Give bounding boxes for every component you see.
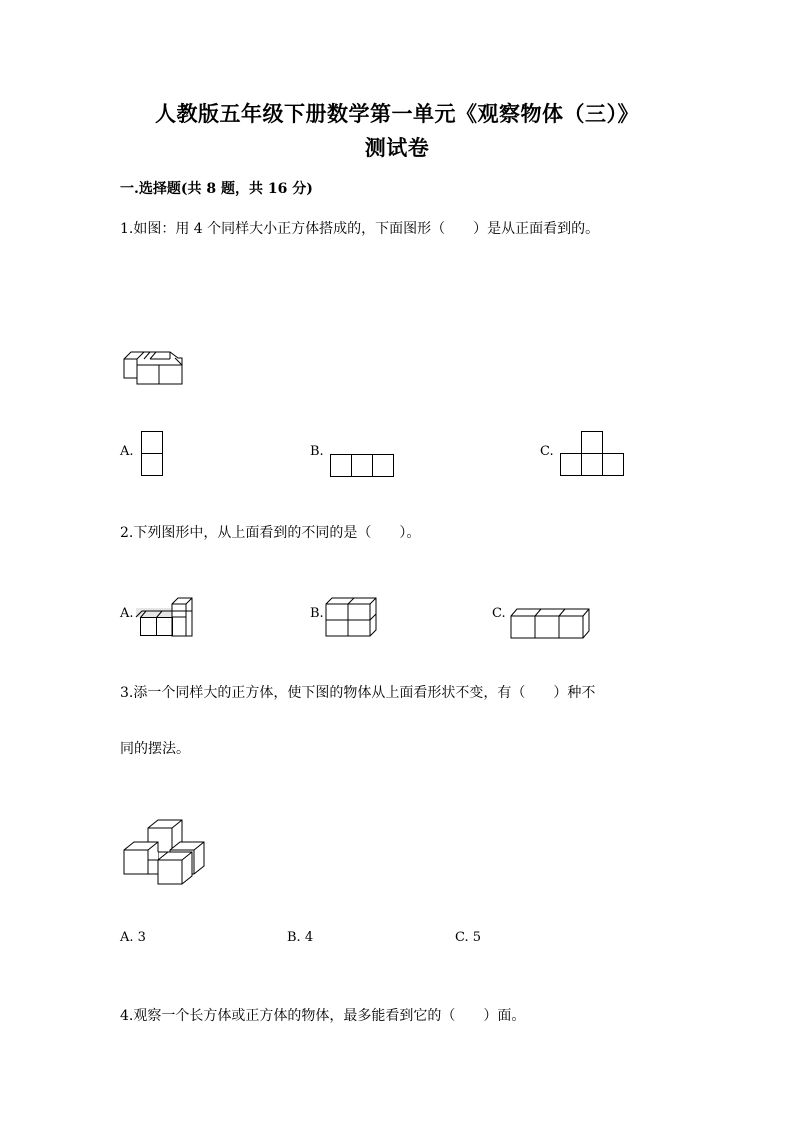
q2-option-a-label[interactable]: A. (120, 606, 134, 621)
q2-option-b-figure (326, 598, 378, 638)
q1-option-c-figure (560, 431, 624, 477)
question-2-text: 2.下列图形中，从上面看到的不同的是（ ）。 (120, 525, 421, 541)
page-title: 人教版五年级下册数学第一单元《观察物体（三）》 (155, 101, 639, 126)
q3-option-b[interactable]: B. 4 (287, 930, 314, 945)
question-3-text-line2: 同的摆法。 (120, 741, 190, 757)
question-3-text-line1: 3.添一个同样大的正方体，使下图的物体从上面看形状不变，有（ ）种不 (120, 685, 596, 701)
q2-option-a-figure (136, 598, 194, 638)
q1-option-a-figure (141, 431, 163, 477)
page-subtitle: 测试卷 (364, 135, 430, 160)
q3-figure-cubes (124, 818, 208, 886)
q1-option-b-figure (330, 454, 394, 478)
q1-option-c-label[interactable]: C. (540, 444, 554, 459)
q1-figure-cubes (124, 352, 184, 386)
q3-option-a[interactable]: A. 3 (120, 930, 146, 945)
q1-option-b-label[interactable]: B. (310, 444, 324, 459)
q2-option-b-label[interactable]: B. (310, 606, 324, 621)
section-heading: 一.选择题(共 8 题，共 16 分) (120, 181, 313, 197)
question-1-text: 1.如图：用 4 个同样大小正方体搭成的，下面图形（ ）是从正面看到的。 (120, 221, 600, 237)
q2-option-c-figure (509, 609, 591, 639)
q1-option-a-label[interactable]: A. (120, 444, 134, 459)
q3-option-c[interactable]: C. 5 (455, 930, 482, 945)
question-4-text: 4.观察一个长方体或正方体的物体，最多能看到它的（ ）面。 (120, 1008, 526, 1024)
q2-option-c-label[interactable]: C. (492, 606, 506, 621)
